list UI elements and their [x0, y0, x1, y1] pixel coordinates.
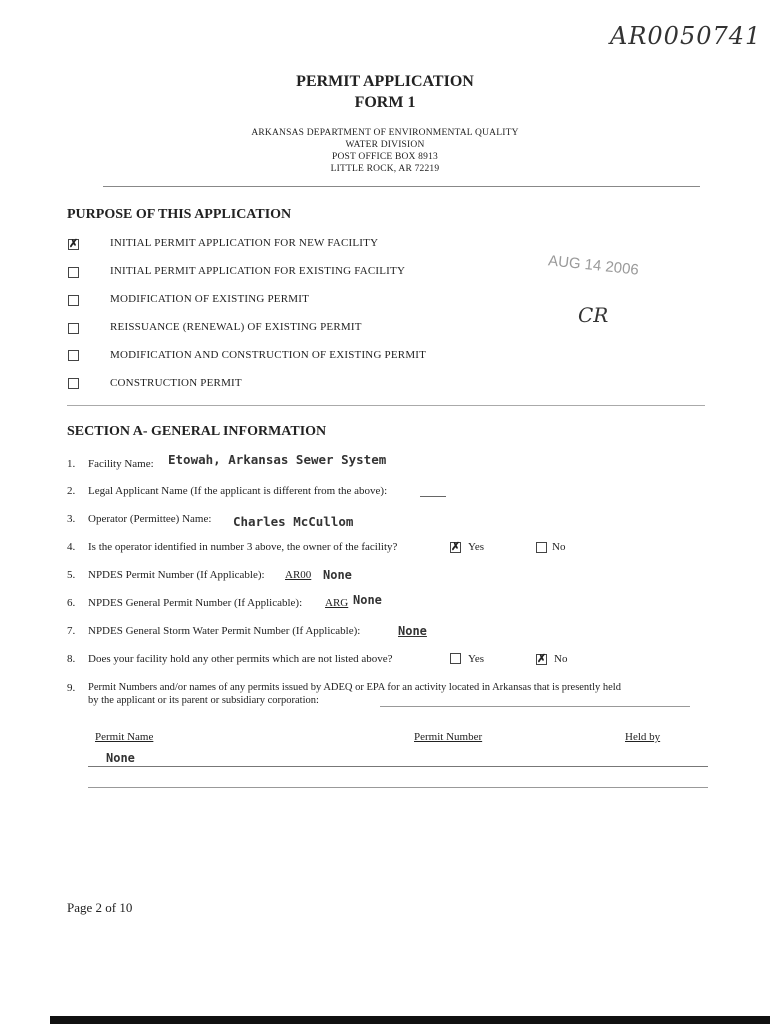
permit-name-column-header: Permit Name	[95, 731, 154, 743]
question-number: 5.	[67, 569, 76, 581]
question-number: 4.	[67, 541, 76, 553]
permits-held-label-line1: Permit Numbers and/or names of any permits issued by ADEQ or EPA for an activity located in Arkansas that is presently held	[88, 682, 621, 693]
agency-division: WATER DIVISION	[345, 140, 425, 150]
facility-name-label: Facility Name:	[88, 458, 154, 470]
agency-box: POST OFFICE BOX 8913	[332, 152, 438, 162]
storm-water-permit-label: NPDES General Storm Water Permit Number (If Applicable):	[88, 625, 361, 637]
question-number: 3.	[67, 513, 76, 525]
owner-no-checkbox[interactable]	[536, 542, 547, 553]
agency-name: ARKANSAS DEPARTMENT OF ENVIRONMENTAL QUALITY	[251, 128, 519, 138]
scan-edge-bar	[50, 1016, 770, 1024]
handwritten-initials: CR	[578, 303, 609, 327]
question-number: 7.	[67, 625, 76, 637]
divider	[103, 186, 700, 187]
operator-name-label: Operator (Permittee) Name:	[88, 513, 212, 525]
held-by-column-header: Held by	[625, 731, 661, 743]
permit-name-cell[interactable]: None	[106, 751, 135, 765]
check-mark-icon: ✗	[537, 653, 547, 665]
other-permits-yes-checkbox[interactable]	[450, 653, 461, 664]
operator-name-value[interactable]: Charles McCullom	[233, 514, 354, 529]
owner-no-label: No	[552, 541, 566, 553]
page-number: Page 2 of 10	[67, 900, 133, 915]
other-permits-no-checkbox[interactable]	[536, 654, 547, 665]
npdes-general-permit-prefix: ARG	[325, 597, 349, 609]
permit-number-column-header: Permit Number	[414, 731, 483, 743]
question-number: 2.	[67, 485, 76, 497]
purpose-option-reissuance: REISSUANCE (RENEWAL) OF EXISTING PERMIT	[110, 321, 362, 333]
npdes-permit-label: NPDES Permit Number (If Applicable):	[88, 569, 265, 581]
table-row-line	[88, 766, 708, 767]
checkbox-reissuance[interactable]	[68, 323, 79, 334]
table-row-line	[88, 787, 708, 788]
owner-yes-label: Yes	[468, 541, 485, 553]
other-permits-no-label: No	[554, 653, 568, 665]
question-number: 1.	[67, 458, 76, 470]
legal-applicant-field[interactable]	[420, 496, 446, 497]
checkbox-construction[interactable]	[68, 378, 79, 389]
npdes-permit-value[interactable]: None	[323, 568, 352, 582]
purpose-option-existing-facility: INITIAL PERMIT APPLICATION FOR EXISTING FACILITY	[110, 265, 406, 277]
owner-yes-checkbox[interactable]	[450, 542, 461, 553]
check-mark-icon: ✗	[451, 541, 461, 553]
checkbox-modification[interactable]	[68, 295, 79, 306]
received-date-stamp: AUG 14 2006	[547, 252, 640, 279]
legal-applicant-label: Legal Applicant Name (If the applicant is different from the above):	[88, 485, 388, 497]
checkbox-existing-facility[interactable]	[68, 267, 79, 278]
question-number: 9.	[67, 682, 76, 694]
permits-held-field[interactable]	[380, 706, 690, 707]
purpose-option-construction: CONSTRUCTION PERMIT	[110, 377, 242, 389]
question-number: 6.	[67, 597, 76, 609]
facility-name-value[interactable]: Etowah, Arkansas Sewer System	[168, 452, 387, 467]
purpose-option-new-facility: INITIAL PERMIT APPLICATION FOR NEW FACILITY	[110, 237, 379, 249]
owner-question-label: Is the operator identified in number 3 above, the owner of the facility?	[88, 541, 398, 553]
permits-held-label-line2: by the applicant or its parent or subsidiary corporation:	[88, 695, 319, 706]
checkbox-new-facility[interactable]	[68, 239, 79, 250]
purpose-heading: PURPOSE OF THIS APPLICATION	[67, 207, 292, 222]
form-title: PERMIT APPLICATION	[296, 73, 474, 90]
npdes-general-permit-value[interactable]: None	[353, 593, 382, 607]
purpose-option-modification-construction: MODIFICATION AND CONSTRUCTION OF EXISTING PERMIT	[110, 349, 427, 361]
divider	[67, 405, 705, 406]
agency-city: LITTLE ROCK, AR 72219	[330, 164, 440, 174]
check-mark-icon: ✗	[69, 238, 79, 250]
other-permits-label: Does your facility hold any other permits which are not listed above?	[88, 653, 393, 665]
other-permits-yes-label: Yes	[468, 653, 485, 665]
npdes-general-permit-label: NPDES General Permit Number (If Applicable):	[88, 597, 303, 609]
checkbox-modification-construction[interactable]	[68, 350, 79, 361]
section-a-heading: SECTION A- GENERAL INFORMATION	[67, 424, 327, 439]
form-subtitle: FORM 1	[354, 94, 416, 111]
purpose-option-modification: MODIFICATION OF EXISTING PERMIT	[110, 293, 310, 305]
npdes-permit-prefix: AR00	[285, 569, 312, 581]
question-number: 8.	[67, 653, 76, 665]
handwritten-doc-id: AR0050741	[610, 22, 762, 50]
storm-water-permit-value[interactable]: None	[398, 624, 427, 638]
